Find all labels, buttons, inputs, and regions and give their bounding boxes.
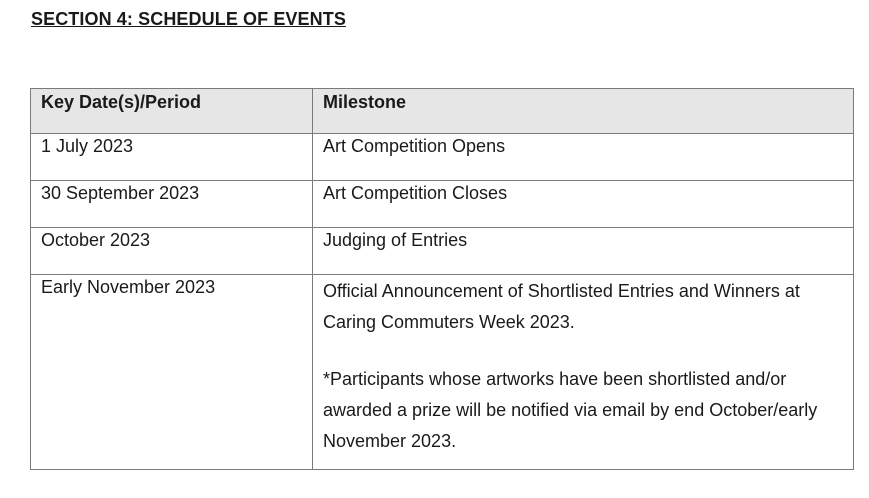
- date-cell: 30 September 2023: [31, 181, 313, 228]
- header-key-dates: Key Date(s)/Period: [31, 89, 313, 134]
- date-cell: 1 July 2023: [31, 134, 313, 181]
- milestone-cell: Art Competition Opens: [313, 134, 854, 181]
- table-row: [31, 134, 854, 181]
- header-milestone: Milestone: [313, 89, 854, 134]
- participant-note: *Participants whose artworks have been shortlisted and/or awarded a prize will be notified via email by end October/early November 2023.: [323, 369, 818, 451]
- announcement-text: Official Announcement of Shortlisted Entries and Winners at Caring Commuters Week 2023.: [323, 281, 800, 332]
- milestone-cell: Judging of Entries: [313, 228, 854, 275]
- milestone-cell: [313, 275, 854, 470]
- milestone-cell: Art Competition Closes: [313, 181, 854, 228]
- schedule-table: [30, 88, 854, 470]
- table-row: [31, 228, 854, 275]
- table-row: [31, 275, 854, 470]
- table-row: [31, 181, 854, 228]
- section-heading: SECTION 4: SCHEDULE OF EVENTS: [31, 9, 346, 29]
- date-cell: October 2023: [31, 228, 313, 275]
- date-cell: Early November 2023: [31, 275, 313, 470]
- table-header-row: [31, 89, 854, 134]
